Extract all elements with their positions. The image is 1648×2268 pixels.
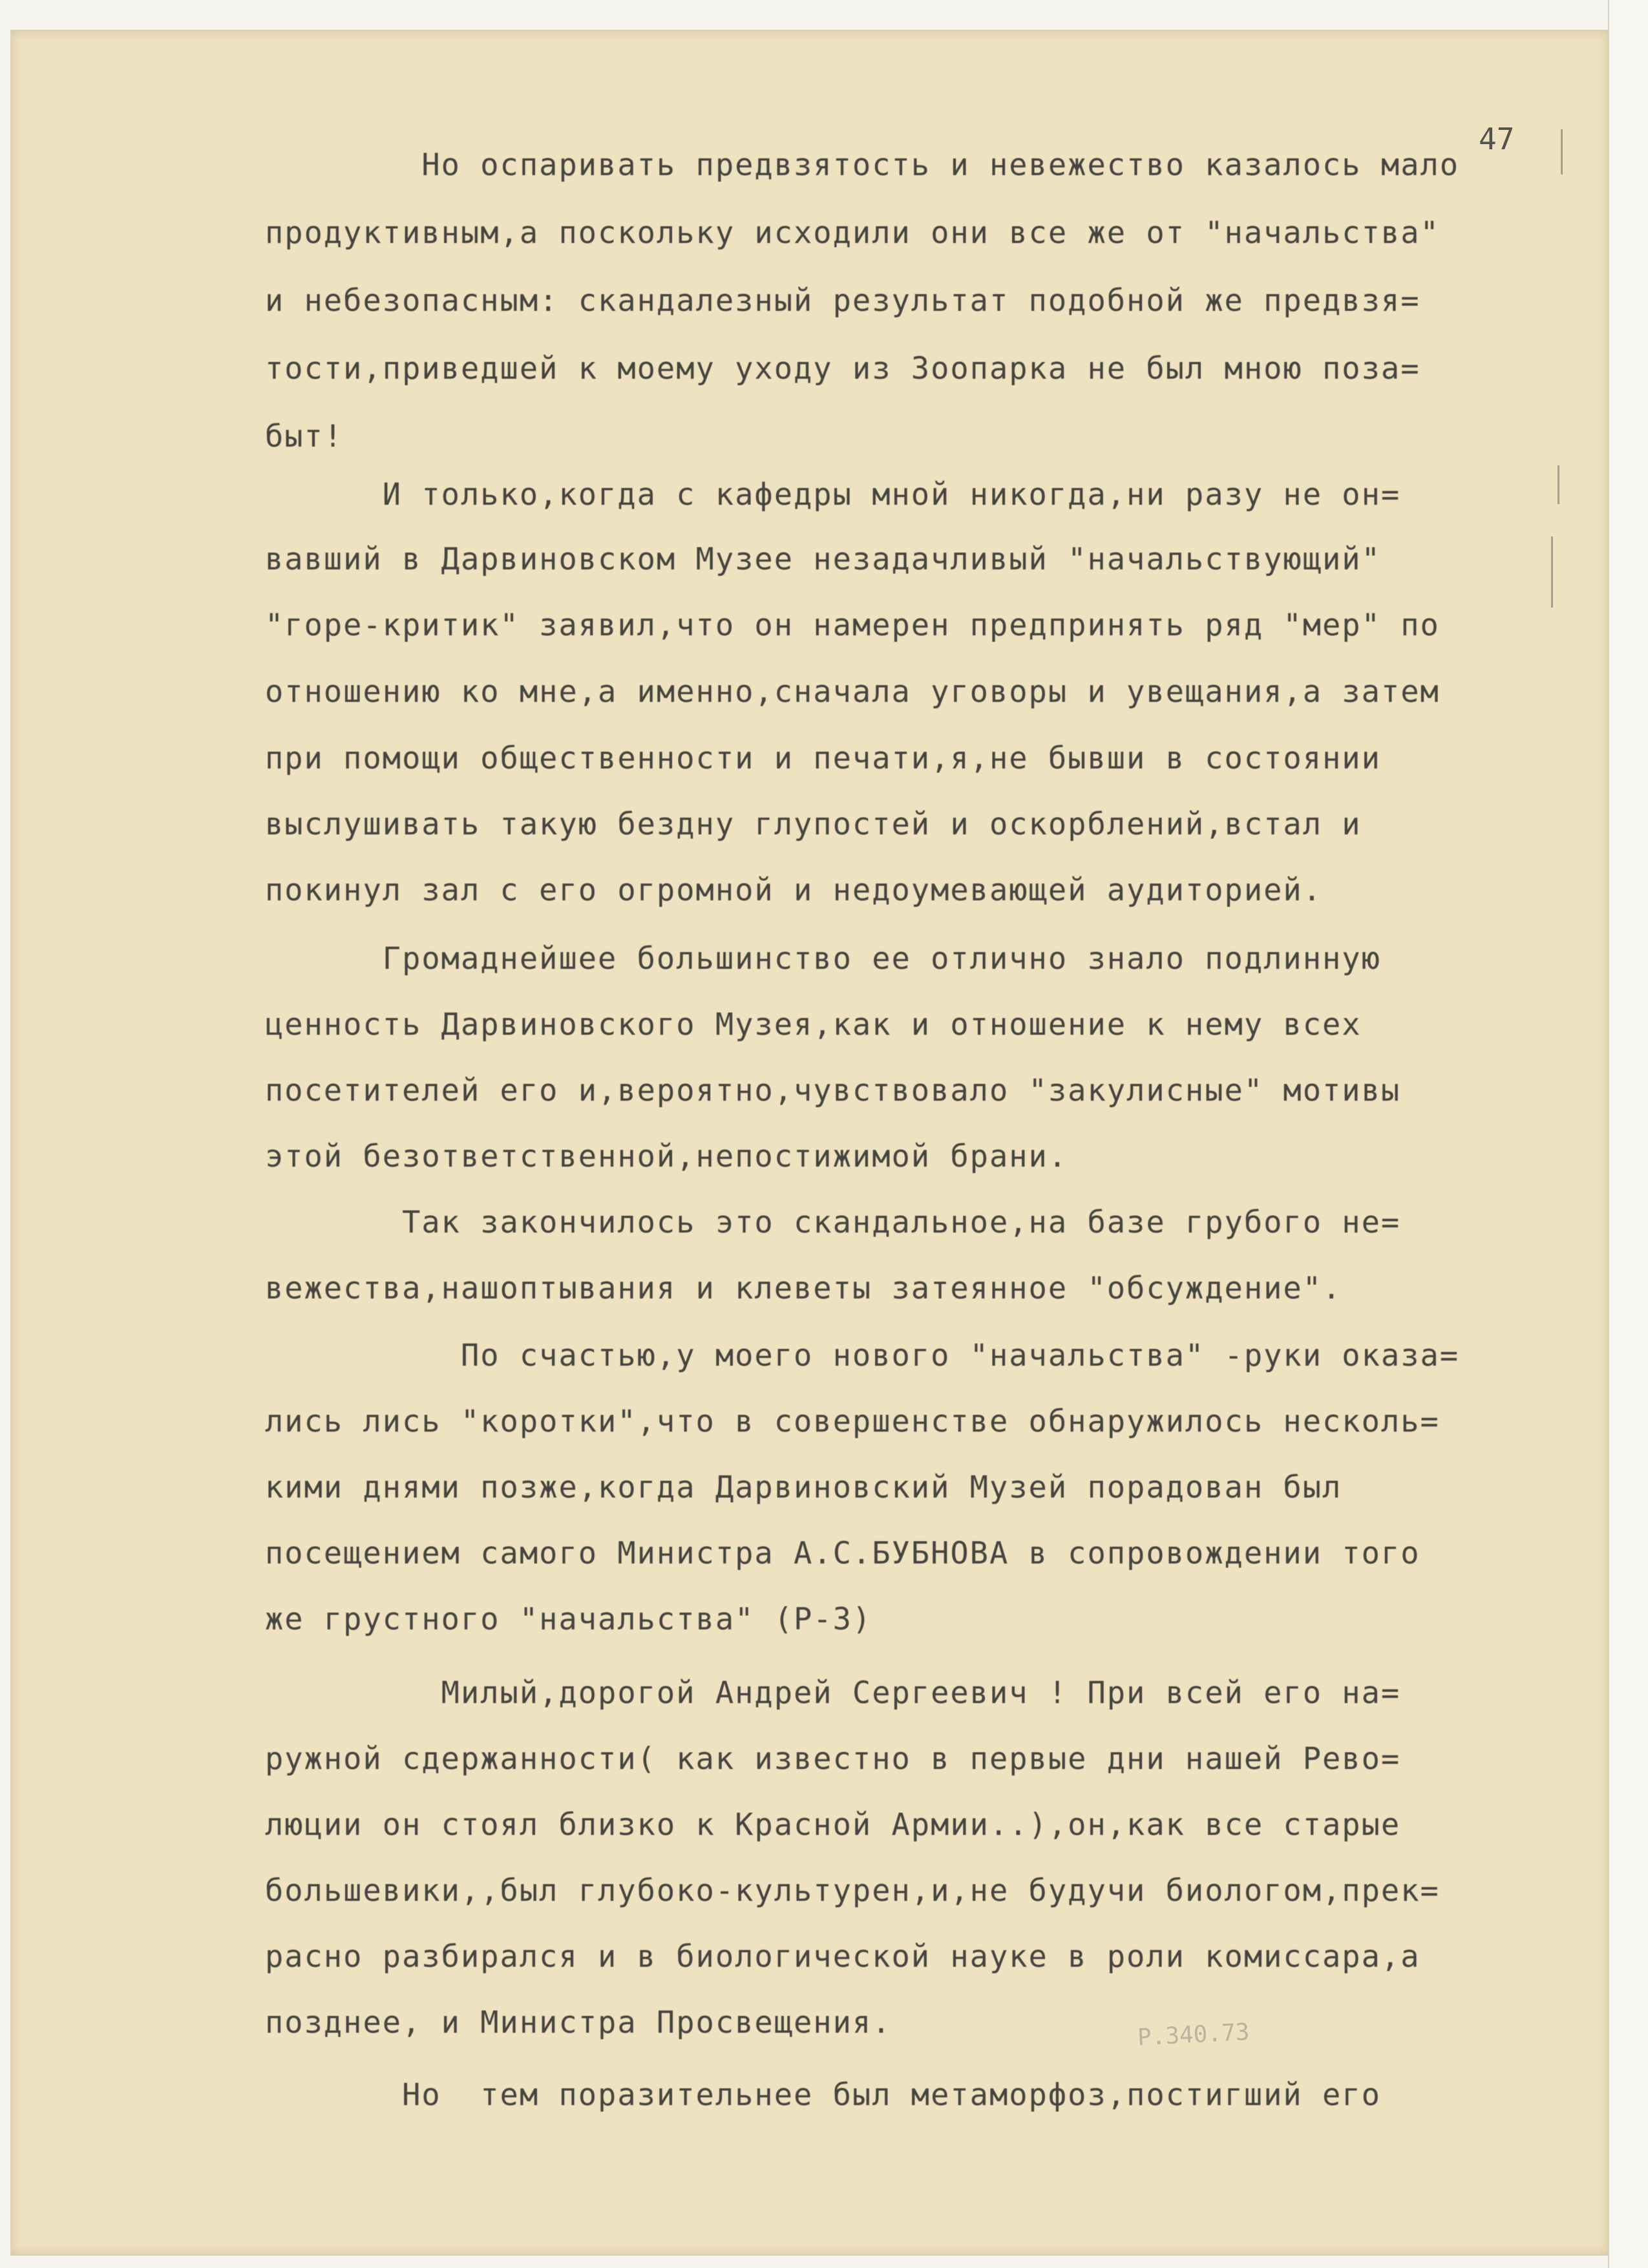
- text-line: посещением самого Министра А.С.БУБНОВА в сопровождении того: [265, 1536, 1421, 1571]
- text-line: большевики,,был глубоко-культурен,и,не будучи биологом,прек=: [265, 1873, 1440, 1909]
- text-line: быт!: [265, 419, 344, 454]
- text-line: Но тем поразительнее был метаморфоз,постигший его: [265, 2077, 1381, 2113]
- text-line: же грустного "начальства" (Р-3): [265, 1602, 872, 1637]
- text-line: тости,приведшей к моему уходу из Зоопарка не был мною поза=: [265, 351, 1421, 387]
- text-line: позднее, и Министра Просвещения.: [265, 2005, 892, 2040]
- text-line: расно разбирался и в биологической науке в роли комиссара,а: [265, 1939, 1421, 1975]
- text-line: Но оспаривать предвзятость и невежество казалось мало: [265, 147, 1460, 183]
- text-line: ценность Дарвиновского Музея,как и отношение к нему всех: [265, 1007, 1362, 1043]
- text-line: отношению ко мне,а именно,сначала уговоры и увещания,а затем: [265, 674, 1440, 710]
- archive-stamp: Р.340.73: [1137, 2019, 1251, 2051]
- text-line: при помощи общественности и печати,я,не бывши в состоянии: [265, 741, 1381, 776]
- text-line: выслушивать такую бездну глупостей и оскорблений,встал и: [265, 807, 1362, 842]
- scanner-edge: [1608, 0, 1648, 2268]
- text-line: ружной сдержанности( как известно в первые дни нашей Рево=: [265, 1741, 1401, 1777]
- text-line: вавший в Дарвиновском Музее незадачливый "начальствующий": [265, 542, 1381, 577]
- text-line: Милый,дорогой Андрей Сергеевич ! При всей его на=: [265, 1675, 1401, 1711]
- page-number: 47: [1479, 122, 1515, 156]
- text-line: По счастью,у моего нового "начальства" -руки оказа=: [265, 1338, 1460, 1373]
- text-line: люции он стоял близко к Красной Армии..),он,как все старые: [265, 1807, 1401, 1843]
- text-line: кими днями позже,когда Дарвиновский Музей порадован был: [265, 1470, 1342, 1505]
- text-line: лись лись "коротки",что в совершенстве обнаружилось несколь=: [265, 1404, 1440, 1439]
- text-line: Так закончилось это скандальное,на базе грубого не=: [265, 1205, 1401, 1240]
- typed-text-block: [265, 147, 1577, 2125]
- text-line: И только,когда с кафедры мной никогда,ни разу не он=: [265, 477, 1401, 513]
- text-line: покинул зал с его огромной и недоумевающей аудиторией.: [265, 873, 1323, 908]
- text-line: этой безответственной,непостижимой брани.: [265, 1139, 1068, 1174]
- text-line: "горе-критик" заявил,что он намерен предпринять ряд "мер" по: [265, 608, 1440, 643]
- text-line: продуктивным,а поскольку исходили они все же от "начальства": [265, 215, 1440, 251]
- text-line: посетителей его и,вероятно,чувствовало "закулисные" мотивы: [265, 1073, 1401, 1108]
- text-line: Громаднейшее большинство ее отлично знало подлинную: [265, 941, 1381, 977]
- text-line: вежества,нашоптывания и клеветы затеянное "обсуждение".: [265, 1271, 1342, 1306]
- text-line: и небезопасным: скандалезный результат подобной же предвзя=: [265, 283, 1421, 319]
